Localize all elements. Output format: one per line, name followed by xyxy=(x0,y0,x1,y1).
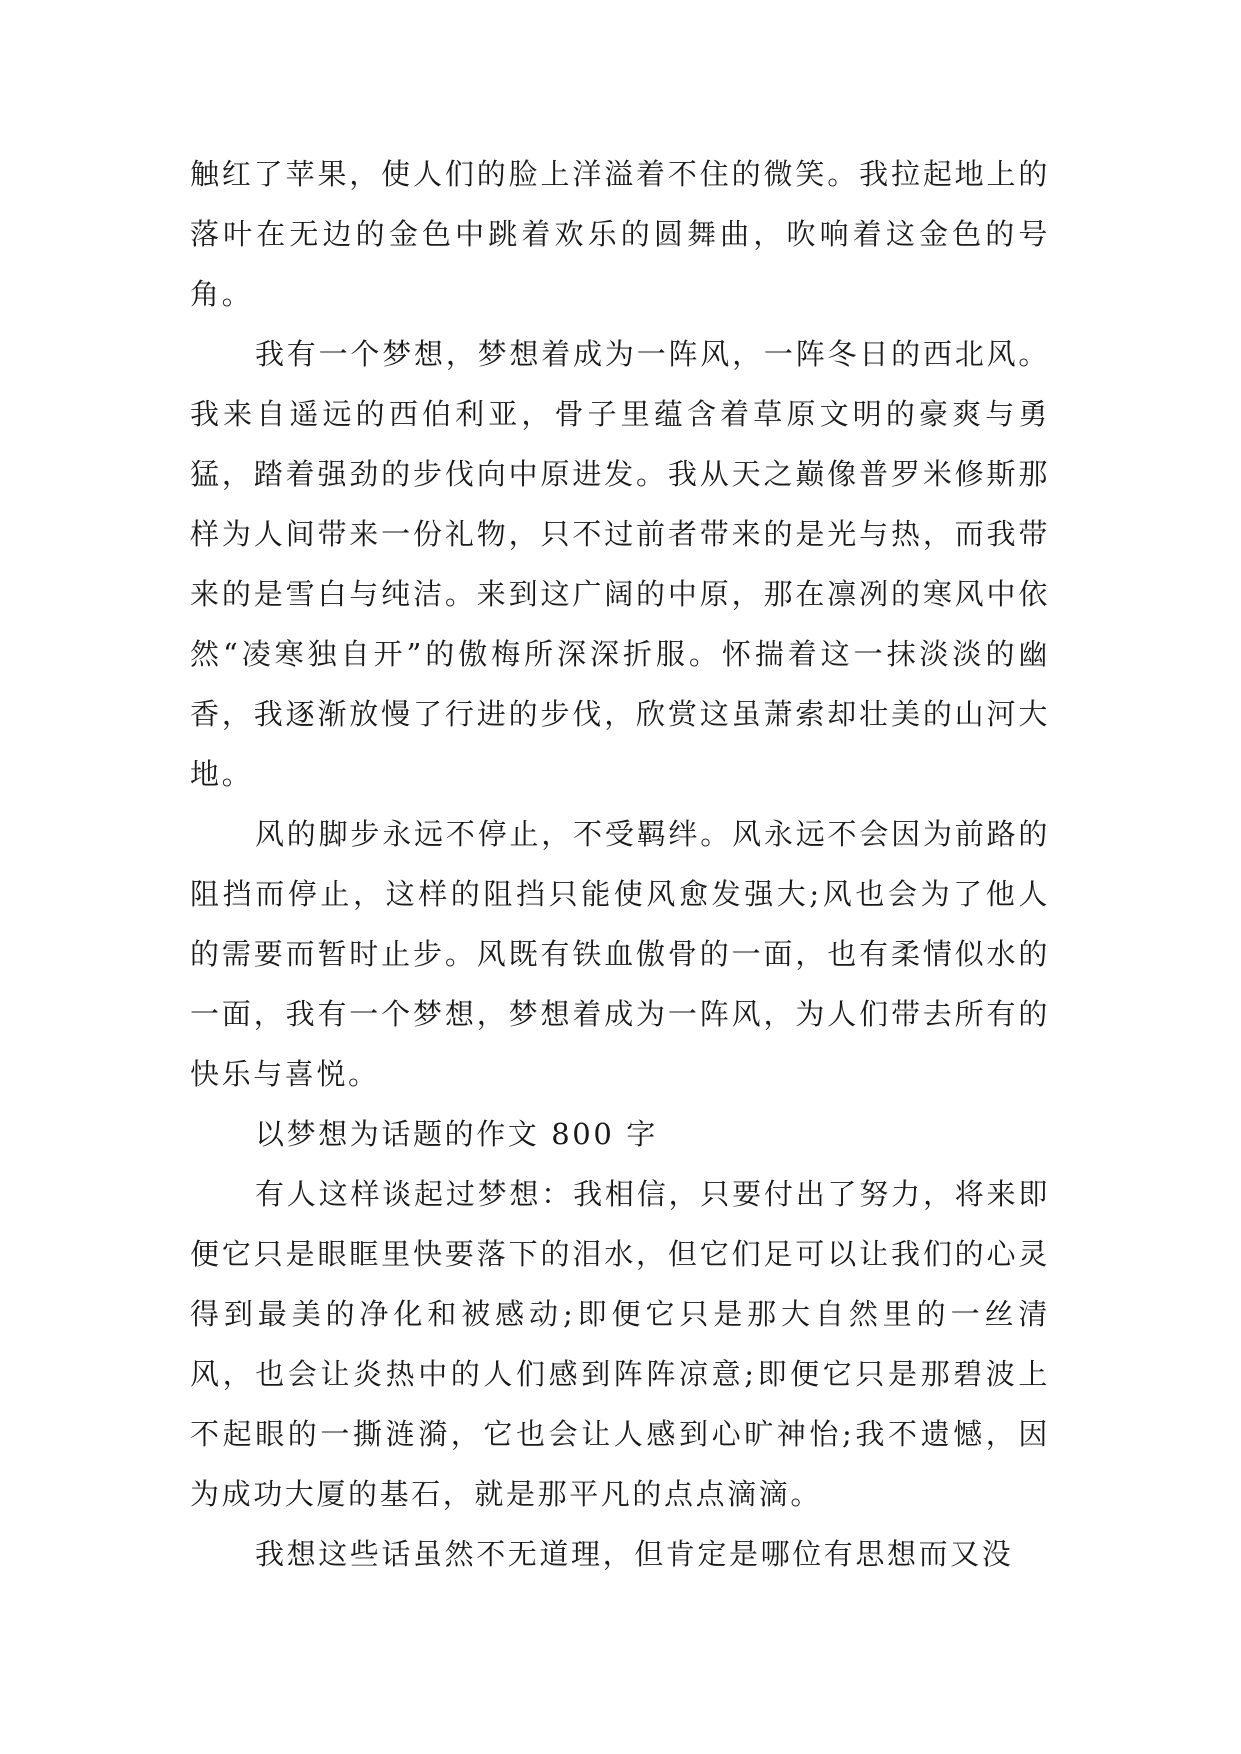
paragraph-1: 触红了苹果，使人们的脸上洋溢着不住的微笑。我拉起地上的落叶在无边的金色中跳着欢乐的圆舞曲，吹响着这金色的号角。 xyxy=(190,157,1050,311)
essay-title: 以梦想为话题的作文 800 字 xyxy=(255,1117,658,1151)
paragraph-3: 风的脚步永远不停止，不受羁绊。风永远不会因为前路的阻挡而停止，这样的阻挡只能使风愈发强大;风也会为了他人的需要而暂时止步。风既有铁血傲骨的一面，也有柔情似水的一面，我有一个梦想，梦想着成为一阵风，为人们带去所有的快乐与喜悦。 xyxy=(190,817,1050,1091)
document-page xyxy=(190,144,1050,1584)
paragraph-2: 我有一个梦想，梦想着成为一阵风，一阵冬日的西北风。我来自遥远的西伯利亚，骨子里蕴含着草原文明的豪爽与勇猛，踏着强劲的步伐向中原进发。我从天之巅像普罗米修斯那样为人间带来一份礼物，只不过前者带来的是光与热，而我带来的是雪白与纯洁。来到这广阔的中原，那在凛冽的寒风中依然“凌寒独自开”的傲梅所深深折服。怀揣着这一抹淡淡的幽香，我逐渐放慢了行进的步伐，欣赏这虽萧索却壮美的山河大地。 xyxy=(190,337,1050,791)
paragraph-4: 有人这样谈起过梦想：我相信，只要付出了努力，将来即便它只是眼眶里快要落下的泪水，但它们足可以让我们的心灵得到最美的净化和被感动;即便它只是那大自然里的一丝清风，也会让炎热中的人们感到阵阵凉意;即便它只是那碧波上不起眼的一撕涟漪，它也会让人感到心旷神怡;我不遗憾，因为成功大厦的基石，就是那平凡的点点滴滴。 xyxy=(190,1177,1050,1511)
paragraph-5: 我想这些话虽然不无道理，但肯定是哪位有思想而又没 xyxy=(255,1537,1014,1571)
